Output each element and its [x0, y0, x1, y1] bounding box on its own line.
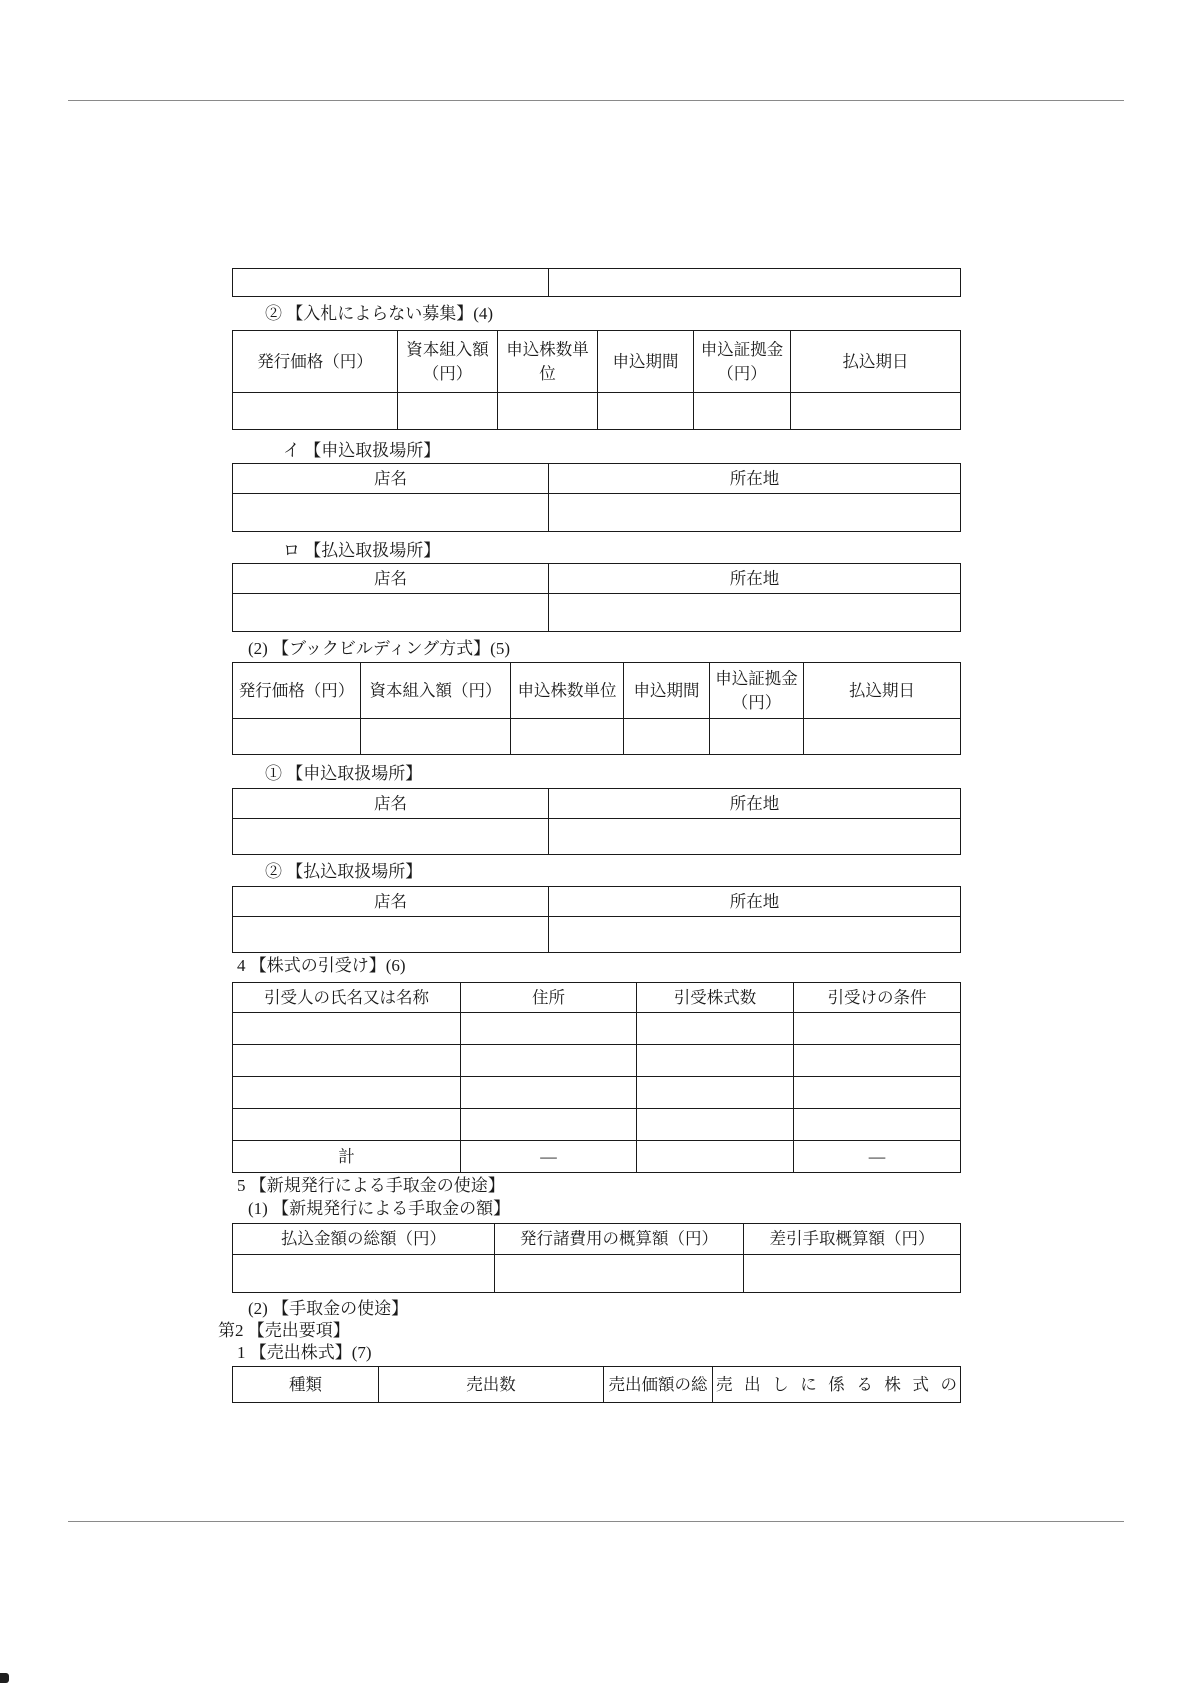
table-header-row	[233, 331, 961, 393]
empty-cell	[233, 819, 549, 855]
table-row	[233, 594, 961, 632]
heading-underwriting: 4 【株式の引受け】(6)	[237, 956, 406, 975]
header-cell: 発行価格（円）	[233, 663, 361, 719]
header-cell: 所在地	[549, 464, 961, 494]
empty-cell	[233, 1045, 461, 1077]
empty-cell	[624, 719, 710, 755]
table-row	[233, 1013, 961, 1045]
underwriting-table	[232, 982, 961, 1173]
table-row	[233, 269, 961, 297]
empty-cell	[637, 1141, 794, 1173]
header-cell: 所在地	[549, 789, 961, 819]
heading-proceeds-use-detail: (2) 【手取金の使途】	[248, 1299, 409, 1318]
heading-book-building: (2) 【ブックビルディング方式】(5)	[248, 639, 511, 658]
application-place-1-table	[232, 788, 961, 855]
empty-cell	[637, 1109, 794, 1141]
empty-cell	[233, 594, 549, 632]
table-row	[233, 1045, 961, 1077]
heading-proceeds-amount: (1) 【新規発行による手取金の額】	[248, 1199, 511, 1218]
empty-cell	[637, 1077, 794, 1109]
empty-cell	[461, 1013, 637, 1045]
header-cell: 申込期間	[598, 331, 694, 393]
scan-artifact	[0, 1673, 9, 1683]
header-cell: 発行価格（円）	[233, 331, 398, 393]
application-place-i-table	[232, 463, 961, 532]
empty-cell	[637, 1045, 794, 1077]
table-row	[233, 917, 961, 953]
dash-cell: ―	[461, 1141, 637, 1173]
empty-cell	[804, 719, 961, 755]
header-cell: 申込株数単位	[498, 331, 598, 393]
header-cell: 店名	[233, 789, 549, 819]
empty-cell	[233, 917, 549, 953]
header-cell: 申込証拠金（円）	[710, 663, 804, 719]
offered-shares-table	[232, 1366, 961, 1403]
empty-cell	[233, 393, 398, 430]
header-cell: 引受人の氏名又は名称	[233, 983, 461, 1013]
header-cell: 売出数	[379, 1367, 604, 1403]
table-header-row	[233, 564, 961, 594]
empty-cell	[794, 1013, 961, 1045]
empty-cell	[461, 1077, 637, 1109]
header-cell: 店名	[233, 887, 549, 917]
table-header-row	[233, 887, 961, 917]
table-header-row	[233, 983, 961, 1013]
heading-part2-secondary-offering: 第2 【売出要項】	[218, 1321, 350, 1340]
empty-cell	[794, 1077, 961, 1109]
table-row	[233, 1255, 961, 1293]
previous-table-fragment	[232, 268, 961, 297]
page-bottom-rule	[68, 1521, 1124, 1522]
empty-cell	[637, 1013, 794, 1045]
empty-cell	[794, 1045, 961, 1077]
payment-place-2-table	[232, 886, 961, 953]
header-cell: 申込株数単位	[511, 663, 624, 719]
header-cell: 売出価額の総	[604, 1367, 713, 1403]
total-row	[233, 1141, 961, 1173]
header-cell: 引受けの条件	[794, 983, 961, 1013]
empty-cell	[794, 1109, 961, 1141]
heading-proceeds-use: 5 【新規発行による手取金の使途】	[237, 1176, 505, 1195]
header-cell: 所在地	[549, 887, 961, 917]
proceeds-amount-table	[232, 1223, 961, 1293]
empty-cell	[791, 393, 961, 430]
payment-place-ro-table	[232, 563, 961, 632]
header-cell: 払込金額の総額（円）	[233, 1224, 495, 1255]
empty-cell	[598, 393, 694, 430]
heading-offered-shares: 1 【売出株式】(7)	[237, 1343, 372, 1362]
header-cell: 資本組入額（円）	[398, 331, 498, 393]
table-header-row	[233, 789, 961, 819]
empty-cell	[744, 1255, 961, 1293]
table-row	[233, 1077, 961, 1109]
header-cell: 引受株式数	[637, 983, 794, 1013]
total-label: 計	[233, 1141, 461, 1173]
header-cell: 売出しに係る株式の	[713, 1367, 961, 1403]
heading-no-auction-offering: ② 【入札によらない募集】(4)	[265, 304, 494, 323]
header-cell: 所在地	[549, 564, 961, 594]
empty-cell	[361, 719, 511, 755]
empty-cell	[549, 819, 961, 855]
empty-cell	[233, 1255, 495, 1293]
table-row	[233, 719, 961, 755]
header-cell: 申込証拠金（円）	[694, 331, 791, 393]
empty-cell	[549, 594, 961, 632]
empty-cell	[233, 269, 549, 297]
empty-cell	[549, 917, 961, 953]
empty-cell	[549, 269, 961, 297]
table-header-row	[233, 663, 961, 719]
empty-cell	[233, 1109, 461, 1141]
empty-cell	[710, 719, 804, 755]
heading-payment-place-2: ② 【払込取扱場所】	[265, 862, 423, 881]
header-cell: 住所	[461, 983, 637, 1013]
heading-payment-place-ro: ロ 【払込取扱場所】	[283, 541, 441, 560]
header-cell: 店名	[233, 564, 549, 594]
empty-cell	[398, 393, 498, 430]
empty-cell	[233, 1013, 461, 1045]
table-header-row	[233, 464, 961, 494]
table-row	[233, 819, 961, 855]
empty-cell	[461, 1109, 637, 1141]
empty-cell	[549, 494, 961, 532]
book-building-table	[232, 662, 961, 755]
empty-cell	[511, 719, 624, 755]
page-top-rule	[68, 100, 1124, 101]
empty-cell	[233, 719, 361, 755]
empty-cell	[495, 1255, 744, 1293]
header-cell: 差引手取概算額（円）	[744, 1224, 961, 1255]
table-header-row	[233, 1367, 961, 1403]
empty-cell	[498, 393, 598, 430]
empty-cell	[233, 1077, 461, 1109]
table-row	[233, 494, 961, 532]
header-cell: 店名	[233, 464, 549, 494]
header-cell: 払込期日	[791, 331, 961, 393]
header-cell: 資本組入額（円）	[361, 663, 511, 719]
table-header-row	[233, 1224, 961, 1255]
table-row	[233, 1109, 961, 1141]
empty-cell	[694, 393, 791, 430]
no-auction-offering-table	[232, 330, 961, 430]
heading-application-place-1: ① 【申込取扱場所】	[265, 764, 423, 783]
empty-cell	[461, 1045, 637, 1077]
header-cell: 種類	[233, 1367, 379, 1403]
header-cell: 払込期日	[804, 663, 961, 719]
header-cell: 申込期間	[624, 663, 710, 719]
empty-cell	[233, 494, 549, 532]
heading-application-place-i: イ 【申込取扱場所】	[283, 441, 441, 460]
dash-cell: ―	[794, 1141, 961, 1173]
header-cell: 発行諸費用の概算額（円）	[495, 1224, 744, 1255]
table-row	[233, 393, 961, 430]
